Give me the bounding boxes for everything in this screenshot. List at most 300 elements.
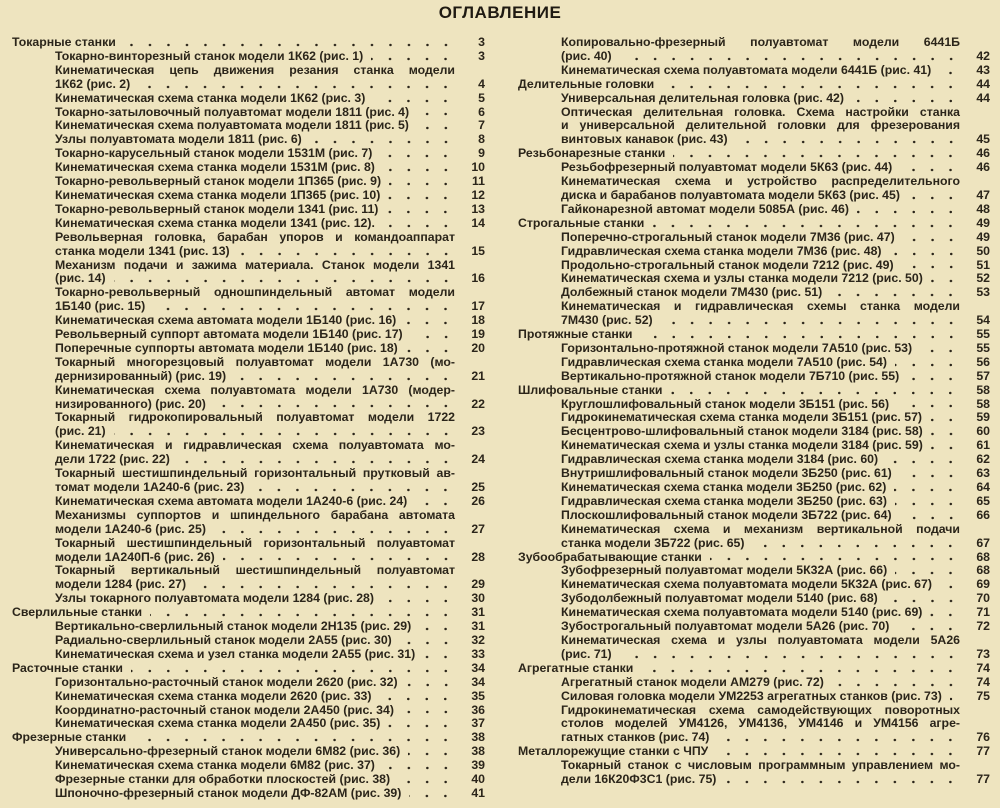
toc-entry[interactable] (518, 564, 990, 578)
dot-leader (673, 148, 960, 158)
toc-section-heading[interactable] (518, 217, 990, 231)
toc-entry[interactable] (518, 36, 990, 64)
toc-entry-text-line: Токарный вертикальный шестишпиндельный полуавтомат (55, 564, 455, 578)
toc-entry-last-line (55, 676, 485, 690)
toc-entry[interactable] (12, 328, 485, 342)
dot-leader (724, 774, 960, 784)
toc-entry[interactable] (518, 509, 990, 523)
dot-leader (388, 718, 455, 728)
toc-entry[interactable] (518, 92, 990, 106)
toc-entry-last-line (561, 620, 990, 634)
toc-entry-text: Токарно-карусельный станок модели 1531М (рис. 7) (55, 147, 373, 161)
dot-leader (114, 426, 455, 436)
toc-entry-text: Кинематическая схема полуавтомата модели 5К32А (рис. 67) (561, 578, 932, 592)
toc-entry-last-line (55, 453, 485, 467)
toc-entry[interactable] (518, 495, 990, 509)
dot-leader (890, 246, 960, 256)
toc-entry-last-line (55, 648, 485, 662)
toc-entry[interactable] (12, 745, 485, 759)
toc-entry-text: Фрезерные станки для обработки плоскостей (рис. 38) (55, 773, 391, 787)
page-number: 46 (976, 147, 990, 161)
toc-entry-last-line (561, 64, 990, 78)
toc-entry-text-line: Кинематическая и гидравлическая схема полуавтомата мо- (55, 439, 455, 453)
page-number: 64 (976, 481, 990, 494)
toc-entry-text: станка модели 1341 (рис. 13) (55, 244, 230, 258)
toc-entry-last-line (561, 92, 990, 106)
toc-entry-text: винтовых канавок (рис. 43) (561, 133, 728, 147)
toc-entry-text-line: Револьверная головка, барабан упоров и командоаппарат (55, 230, 455, 244)
toc-entry-text: Металлорежущие станки с ЧПУ (518, 745, 709, 759)
toc-entry-text: Кинематическая схема станка модели 3Б250 (рис. 62) (561, 481, 887, 494)
toc-entry-text: модели 1А240-6 (рис. 25) (55, 522, 206, 536)
page-number: 40 (471, 773, 485, 787)
page-number: 38 (471, 745, 485, 759)
toc-entry[interactable] (518, 439, 990, 453)
dot-leader (716, 746, 960, 756)
toc-entry[interactable] (518, 300, 990, 328)
toc-entry-last-line (561, 411, 990, 425)
toc-entry[interactable] (12, 467, 485, 495)
dot-leader (900, 510, 960, 520)
page-number: 53 (976, 286, 990, 300)
page-number: 26 (471, 494, 485, 508)
dot-leader (736, 134, 960, 144)
toc-entry[interactable] (518, 481, 990, 495)
toc-entry-text-line: Токарный гидрокопировальный полуавтомат модели 1722 (55, 411, 455, 425)
dot-leader (950, 691, 960, 701)
toc-entry-text: 7М430 (рис. 52) (561, 314, 653, 328)
page-number: 60 (976, 425, 990, 439)
toc-entry-text: Кинематическая схема станка модели 2А450 (рис. 35) (55, 717, 381, 731)
toc-entry[interactable] (518, 342, 990, 356)
dot-leader (417, 106, 455, 116)
toc-entry[interactable] (518, 523, 990, 551)
toc-entry[interactable] (12, 704, 485, 718)
toc-entry[interactable] (12, 620, 485, 634)
toc-entry[interactable] (12, 356, 485, 384)
toc-entry[interactable] (518, 759, 990, 787)
toc-entry[interactable] (12, 217, 485, 231)
dot-leader (402, 704, 455, 714)
page-number: 7 (478, 119, 485, 133)
toc-entry[interactable] (12, 92, 485, 106)
toc-entry[interactable] (12, 759, 485, 773)
dot-leader (131, 663, 455, 673)
toc-section-heading[interactable] (12, 662, 485, 676)
toc-entry-text: Круглошлифовальный станок модели 3Б151 (рис. 56) (561, 397, 890, 411)
dot-leader (852, 93, 960, 103)
toc-entry-text: низированного) (рис. 20) (55, 397, 206, 411)
page-number: 46 (976, 161, 990, 175)
toc-entry[interactable] (12, 147, 485, 161)
toc-entry-text: Гидравлическая схема станка модели 7А510 (рис. 54) (561, 355, 887, 369)
toc-entry-last-line (55, 425, 485, 439)
toc-entry-text: томат модели 1А240-6 (рис. 23) (55, 481, 245, 494)
toc-entry-last-line (12, 731, 485, 745)
dot-leader (419, 621, 455, 631)
toc-entry-text: дели 1722 (рис. 22) (55, 453, 170, 467)
toc-entry[interactable] (12, 50, 485, 64)
dot-leader (641, 663, 960, 673)
toc-entry-text: модели 1284 (рис. 27) (55, 578, 187, 592)
toc-entry-text-line: Кинематическая цепь движения резания станка модели (55, 63, 455, 77)
toc-entry-text-line: Токарный шестишпиндельный горизонтальный прутковый ав- (55, 467, 455, 481)
toc-entry-text: Кинематическая схема и узлы станка модели 7212 (рис. 50) (561, 272, 923, 286)
toc-entry-last-line (55, 92, 485, 106)
page-number: 56 (976, 355, 990, 369)
page-number: 14 (471, 216, 485, 230)
toc-entry-last-line (561, 648, 990, 662)
toc-entry-last-line (561, 439, 990, 453)
page-number: 66 (976, 508, 990, 522)
toc-entry[interactable] (518, 286, 990, 300)
toc-entry-last-line (561, 245, 990, 259)
toc-entry-last-line (55, 773, 485, 787)
page-number: 70 (976, 592, 990, 606)
toc-entry[interactable] (12, 495, 485, 509)
toc-entry[interactable] (518, 634, 990, 662)
toc-entry-text: Агрегатные станки (518, 661, 634, 675)
toc-entry-text: Гайконарезной автомат модели 5085А (рис. 46) (561, 202, 849, 216)
toc-entry[interactable] (12, 564, 485, 592)
toc-entry-last-line (55, 578, 485, 592)
toc-entry-text: (рис. 71) (561, 647, 612, 661)
dot-leader (408, 746, 455, 756)
page-number: 76 (976, 731, 990, 745)
toc-entry-last-line (561, 231, 990, 245)
dot-leader (931, 440, 960, 450)
toc-section-heading[interactable] (518, 328, 990, 342)
toc-entry-text: Расточные станки (12, 661, 123, 675)
dot-leader (710, 551, 960, 561)
page-number: 51 (976, 258, 990, 272)
toc-entry[interactable] (518, 106, 990, 148)
dot-leader (383, 760, 455, 770)
toc-entry[interactable] (12, 203, 485, 217)
toc-entry[interactable] (12, 787, 485, 801)
toc-entry-text: Шпоночно-фрезерный станок модели ДФ-82АМ (рис. 39) (55, 786, 402, 800)
page-number: 47 (976, 188, 990, 202)
toc-entry-last-line (55, 759, 485, 773)
toc-entry[interactable] (12, 592, 485, 606)
dot-leader (124, 37, 455, 47)
toc-entry-text: Продольно-строгальный станок модели 7212 (рис. 49) (561, 258, 894, 272)
dot-leader (234, 371, 455, 381)
toc-entry[interactable] (12, 106, 485, 120)
page-number: 72 (976, 620, 990, 634)
toc-entry[interactable] (518, 259, 990, 273)
page-number: 18 (471, 314, 485, 328)
toc-entry-last-line (561, 731, 990, 745)
toc-entry[interactable] (12, 175, 485, 189)
page-number: 34 (471, 661, 485, 675)
toc-entry[interactable] (12, 509, 485, 537)
toc-entry-text: дели 16К20Ф3С1 (рис. 75) (561, 773, 717, 787)
page-number: 67 (976, 536, 990, 550)
toc-entry-last-line (12, 36, 485, 50)
dot-leader (114, 273, 455, 283)
dot-leader (194, 579, 455, 589)
toc-entry-last-line (55, 481, 485, 495)
toc-entry-text: Универсальная делительная головка (рис. 42) (561, 91, 844, 105)
toc-entry[interactable] (518, 356, 990, 370)
toc-entry-last-line (518, 384, 990, 398)
dot-leader (409, 788, 455, 798)
page-number: 9 (478, 147, 485, 161)
toc-entry[interactable] (518, 175, 990, 203)
page-number: 42 (976, 49, 990, 63)
page-number: 31 (471, 620, 485, 634)
page-number: 6 (478, 105, 485, 119)
toc-section-heading[interactable] (518, 78, 990, 92)
dot-leader (389, 176, 455, 186)
toc-entry[interactable] (12, 119, 485, 133)
toc-entry-text: Долбежный станок модели 7М430 (рис. 51) (561, 286, 823, 300)
toc-entry-last-line (55, 370, 485, 384)
dot-leader (238, 246, 455, 256)
page-number: 16 (471, 272, 485, 286)
toc-entry-last-line (561, 578, 990, 592)
page-number: 33 (471, 647, 485, 661)
toc-entry[interactable] (518, 676, 990, 690)
toc-entry-text-line: Механизмы суппортов и шпиндельного барабана автомата (55, 508, 455, 522)
dot-leader (670, 385, 960, 395)
dot-leader (931, 273, 960, 283)
dot-leader (886, 593, 960, 603)
dot-leader (417, 120, 455, 130)
toc-entry-text: Протяжные станки (518, 328, 633, 342)
page-number: 71 (976, 606, 990, 620)
toc-entry[interactable] (12, 133, 485, 147)
toc-entry-text: Токарные станки (12, 36, 116, 49)
toc-entry[interactable] (518, 606, 990, 620)
toc-entry[interactable] (518, 690, 990, 704)
toc-entry[interactable] (12, 717, 485, 731)
toc-entry-text-line: и универсальной делительной головки для фрезерования (561, 119, 960, 133)
toc-entry-last-line (55, 106, 485, 120)
toc-entry-text: Кинематическая схема станка модели 1531М (рис. 8) (55, 161, 375, 175)
toc-entry-last-line (561, 481, 990, 495)
toc-left-column (12, 36, 485, 801)
toc-entry-text: Кинематическая схема станка модели 2620 (рис. 33) (55, 689, 372, 703)
toc-entry-last-line (55, 161, 485, 175)
dot-leader (380, 148, 455, 158)
toc-entry[interactable] (518, 592, 990, 606)
dot-leader (398, 774, 455, 784)
page-number: 36 (471, 703, 485, 717)
toc-entry-text: Вертикально-сверлильный станок модели 2Н135 (рис. 29) (55, 620, 412, 634)
dot-leader (920, 343, 960, 353)
dot-leader (620, 649, 960, 659)
toc-entry[interactable] (12, 231, 485, 259)
dot-leader (903, 232, 960, 242)
page-number: 38 (471, 731, 485, 745)
toc-entry[interactable] (518, 161, 990, 175)
page-number: 29 (471, 578, 485, 592)
toc-entry-last-line (561, 286, 990, 300)
toc-section-heading[interactable] (518, 147, 990, 161)
toc-entry[interactable] (12, 286, 485, 314)
toc-entry-text: Узлы токарного полуавтомата модели 1284 (рис. 28) (55, 592, 374, 606)
toc-entry-text: Горизонтально-протяжной станок модели 7А510 (рис. 53) (561, 341, 913, 355)
toc-entry-text-line: столов моделей УМ4126, УМ4136, УМ4146 и УМ4156 агре- (561, 717, 960, 731)
toc-entry-text-line: Кинематическая схема полуавтомата модели 1А730 (модер- (55, 383, 455, 397)
page-number: 44 (976, 91, 990, 105)
dot-leader (895, 496, 960, 506)
page-number: 3 (478, 36, 485, 49)
toc-entry[interactable] (12, 634, 485, 648)
toc-entry-text: Токарно-винторезный станок модели 1К62 (рис. 1) (55, 49, 364, 63)
toc-entry-text: Силовая головка модели УМ2253 агрегатных станков (рис. 73) (561, 689, 942, 703)
toc-entry[interactable] (12, 676, 485, 690)
dot-leader (897, 621, 960, 631)
dot-leader (400, 635, 455, 645)
dot-leader (252, 482, 455, 492)
toc-entry-last-line (518, 745, 990, 759)
page-number: 45 (976, 133, 990, 147)
toc-entry-last-line (561, 356, 990, 370)
dot-leader (717, 732, 960, 742)
page-number: 8 (478, 133, 485, 147)
dot-leader (310, 134, 455, 144)
toc-entry[interactable] (12, 189, 485, 203)
page-number: 23 (471, 425, 485, 439)
toc-entry-last-line (561, 606, 990, 620)
toc-entry-last-line (55, 119, 485, 133)
dot-leader (886, 454, 960, 464)
toc-entry-text: Делительные головки (518, 77, 655, 91)
toc-entry[interactable] (12, 259, 485, 287)
dot-leader (895, 565, 960, 575)
page-number: 57 (976, 369, 990, 383)
page-number: 52 (976, 272, 990, 286)
toc-entry[interactable] (518, 245, 990, 259)
toc-entry-text: Токарно-револьверный станок модели 1341 (рис. 11) (55, 202, 379, 216)
dot-leader (404, 315, 455, 325)
toc-entry[interactable] (12, 648, 485, 662)
toc-entry-last-line (12, 662, 485, 676)
toc-entry-text: (рис. 40) (561, 49, 612, 63)
toc-entry-text: Гидравлическая схема станка модели 3184 (рис. 60) (561, 453, 879, 467)
toc-entry[interactable] (518, 425, 990, 439)
toc-entry-last-line (561, 509, 990, 523)
toc-section-heading[interactable] (12, 36, 485, 50)
toc-entry-text: дернизированный) (рис. 19) (55, 369, 227, 383)
toc-section-heading[interactable] (518, 745, 990, 759)
toc-section-heading[interactable] (518, 662, 990, 676)
toc-section-heading[interactable] (12, 606, 485, 620)
toc-entry-last-line (55, 620, 485, 634)
toc-section-heading[interactable] (518, 384, 990, 398)
toc-entry[interactable] (12, 64, 485, 92)
toc-entry[interactable] (518, 704, 990, 746)
dot-leader (907, 371, 960, 381)
toc-entry[interactable] (518, 370, 990, 384)
page-number: 39 (471, 759, 485, 773)
dot-leader (415, 496, 455, 506)
toc-entry[interactable] (12, 314, 485, 328)
toc-entry[interactable] (518, 411, 990, 425)
toc-entry[interactable] (518, 578, 990, 592)
dot-leader (150, 607, 455, 617)
toc-entry[interactable] (518, 453, 990, 467)
toc-entry-last-line (561, 133, 990, 147)
toc-entry[interactable] (518, 231, 990, 245)
toc-entry-text: Револьверный суппорт автомата модели 1Б140 (рис. 17) (55, 328, 403, 342)
page-number: 11 (472, 175, 485, 189)
page-number: 10 (471, 161, 485, 175)
toc-entry-last-line (561, 398, 990, 412)
dot-leader (214, 524, 455, 534)
dot-leader (383, 218, 455, 228)
toc-entry-text-line: Кинематическая схема и механизм вертикальной подачи (561, 522, 960, 536)
toc-section-heading[interactable] (518, 551, 990, 565)
toc-section-heading[interactable] (12, 731, 485, 745)
toc-entry-text: (рис. 14) (55, 272, 106, 286)
toc-entry[interactable] (518, 203, 990, 217)
dot-leader (386, 204, 455, 214)
toc-entry[interactable] (12, 439, 485, 467)
toc-entry-last-line (55, 745, 485, 759)
dot-leader (900, 468, 960, 478)
toc-entry[interactable] (12, 161, 485, 175)
toc-entry[interactable] (518, 467, 990, 481)
toc-entry-last-line (561, 161, 990, 175)
toc-entry-text: Гидрокинематическая схема станка модели 3Б151 (рис. 57) (561, 411, 923, 425)
toc-entry[interactable] (12, 537, 485, 565)
toc-entry[interactable] (518, 398, 990, 412)
toc-entry-last-line (55, 690, 485, 704)
toc-entry[interactable] (12, 773, 485, 787)
toc-entry-text-line: Токарный многорезцовый полуавтомат модели 1А730 (мо- (55, 355, 455, 369)
page-number: 65 (976, 494, 990, 508)
dot-leader (406, 343, 455, 353)
toc-entry-last-line (518, 217, 990, 231)
toc-entry-last-line (55, 217, 485, 231)
toc-entry-last-line (55, 592, 485, 606)
page-number: 30 (471, 592, 485, 606)
toc-entry-last-line (55, 398, 485, 412)
toc-entry-last-line (561, 495, 990, 509)
toc-entry[interactable] (12, 384, 485, 412)
page-number: 75 (976, 689, 990, 703)
toc-entry[interactable] (12, 690, 485, 704)
toc-entry-text-line: Кинематическая схема и устройство распределительного (561, 175, 960, 189)
toc-entry-last-line (561, 272, 990, 286)
page-number: 17 (471, 300, 485, 314)
toc-entry-text: Зубообрабатывающие станки (518, 550, 702, 564)
toc-entry-text: диска и барабанов полуавтомата модели 5К63 (рис. 45) (561, 188, 900, 202)
page-number: 31 (471, 606, 485, 620)
toc-entry-text: Радиально-сверлильный станок модели 2А55 (рис. 30) (55, 633, 392, 647)
toc-entry-last-line (55, 495, 485, 509)
dot-leader (931, 426, 960, 436)
dot-leader (620, 51, 960, 61)
toc-entry[interactable] (12, 342, 485, 356)
toc-entry[interactable] (518, 272, 990, 286)
toc-entry-text: Кинематическая схема полуавтомата модели 1811 (рис. 5) (55, 119, 409, 133)
page-number: 44 (976, 77, 990, 91)
toc-entry-last-line (55, 189, 485, 203)
toc-entry-last-line (55, 203, 485, 217)
dot-leader (411, 329, 455, 339)
toc-entry-text: Гидравлическая схема станка модели 3Б250 (рис. 63) (561, 494, 887, 508)
dot-leader (382, 593, 455, 603)
toc-entry[interactable] (518, 64, 990, 78)
toc-entry[interactable] (12, 411, 485, 439)
toc-entry-last-line (55, 328, 485, 342)
toc-entry[interactable] (518, 620, 990, 634)
